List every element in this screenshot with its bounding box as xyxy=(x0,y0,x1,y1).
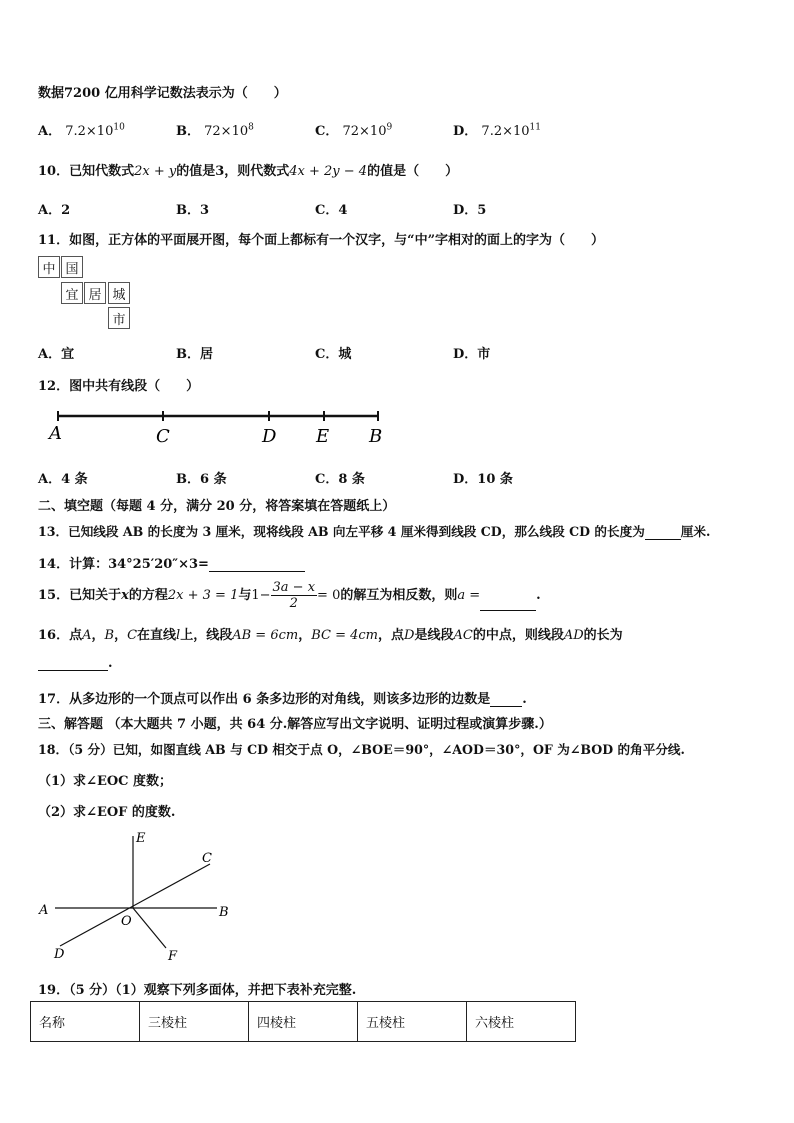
label-f: F xyxy=(168,949,178,964)
table-cell-triangular-prism: 三棱柱 xyxy=(140,1002,249,1042)
point-label-a: A xyxy=(49,423,62,444)
q14-answer-blank[interactable] xyxy=(209,557,305,572)
table-cell-hexagonal-prism: 六棱柱 xyxy=(467,1002,576,1042)
q12-stem: 12．图中共有线段（ ） xyxy=(38,379,200,394)
section2-heading: 二、填空题（每题 4 分，满分 20 分，将答案填在答题纸上） xyxy=(38,499,396,514)
point-label-d: D xyxy=(262,426,277,447)
angle-figure xyxy=(30,826,250,966)
q11-option-a[interactable]: A．宜 xyxy=(38,347,75,362)
q15-fraction: $\frac{3a - x}{2}$ xyxy=(272,580,316,611)
q17-answer-blank[interactable] xyxy=(490,692,522,707)
q12-option-c[interactable]: C．8 条 xyxy=(315,472,365,487)
q9-option-b[interactable]: B． $72\times 10^8$ xyxy=(176,122,254,139)
label-b: B xyxy=(219,905,229,920)
q15-answer-blank[interactable] xyxy=(480,596,536,611)
net-face-cheng: 城 xyxy=(108,282,130,304)
q14-stem: 14．计算：34°25′20″×3= xyxy=(38,553,305,572)
net-face-guo: 国 xyxy=(61,256,83,278)
q9-option-a[interactable]: A． $7.2\times 10^{10}$ xyxy=(38,122,125,139)
net-face-yi: 宜 xyxy=(61,282,83,304)
table-cell-quadrangular-prism: 四棱柱 xyxy=(249,1002,358,1042)
q13-stem: 13．已知线段 AB 的长度为 3 厘米，现将线段 AB 向左平移 4 厘米得到线段 CD，那么线段 CD 的长度为 厘米. xyxy=(38,524,711,539)
point-label-b: B xyxy=(369,426,383,447)
q17-stem: 17．从多边形的一个顶点可以作出 6 条多边形的对角线，则该多边形的边数是 . xyxy=(38,692,527,707)
q9-option-d[interactable]: D． $7.2\times 10^{11}$ xyxy=(453,122,541,139)
point-label-c: C xyxy=(156,426,170,447)
label-a: A xyxy=(39,903,49,918)
q18-sub1: （1）求∠EOC 度数； xyxy=(38,774,173,789)
q10-stem: 10．已知代数式2x + y的值是3，则代数式4x + 2y − 4的值是（ ） xyxy=(38,164,459,179)
q12-option-d[interactable]: D．10 条 xyxy=(453,472,513,487)
label-e: E xyxy=(136,831,146,846)
q11-option-d[interactable]: D．市 xyxy=(453,347,491,362)
q9-stem: 数据7200 亿用科学记数法表示为（ ） xyxy=(38,86,287,101)
net-face-shi: 市 xyxy=(108,307,130,329)
label-o: O xyxy=(121,914,132,929)
q10-option-c[interactable]: C．4 xyxy=(315,203,348,218)
table-cell-pentagonal-prism: 五棱柱 xyxy=(358,1002,467,1042)
q11-option-b[interactable]: B．居 xyxy=(176,347,214,362)
net-face-zhong: 中 xyxy=(38,256,60,278)
q19-stem: 19．（5 分）（1）观察下列多面体，并把下表补充完整. xyxy=(38,983,357,998)
label-c: C xyxy=(202,851,212,866)
table-row xyxy=(31,1002,576,1042)
q12-option-b[interactable]: B．6 条 xyxy=(176,472,227,487)
net-face-ju: 居 xyxy=(84,282,106,304)
q12-option-a[interactable]: A．4 条 xyxy=(38,472,88,487)
section3-heading: 三、解答题 （本大题共 7 小题，共 64 分.解答应写出文字说明、证明过程或演算步骤.） xyxy=(38,717,552,732)
q13-answer-blank[interactable] xyxy=(645,525,681,540)
q15-stem: 15．已知关于x的方程2x + 3 = 1与1− $\frac{3a - x}{2}$ = 0的解互为相反数，则a = . xyxy=(38,580,541,611)
q10-option-b[interactable]: B．3 xyxy=(176,203,210,218)
q11-stem: 11．如图，正方体的平面展开图，每个面上都标有一个汉字，与“中”字相对的面上的字为（ ） xyxy=(38,233,605,248)
q18-stem: 18．（5 分）已知，如图直线 AB 与 CD 相交于点 O，∠BOE＝90°，∠AOD＝30°，OF 为∠BOD 的角平分线. xyxy=(38,742,685,757)
segment-figure xyxy=(38,405,398,450)
q11-option-c[interactable]: C．城 xyxy=(315,347,352,362)
q16-answer-blank[interactable] xyxy=(38,656,108,671)
q10-option-a[interactable]: A．2 xyxy=(38,203,71,218)
q10-option-d[interactable]: D．5 xyxy=(453,203,487,218)
polyhedra-table xyxy=(30,1001,576,1042)
point-label-e: E xyxy=(316,426,330,447)
table-cell-name: 名称 xyxy=(31,1002,140,1042)
cube-net-figure xyxy=(38,256,134,330)
q9-option-c[interactable]: C． $72\times 10^9$ xyxy=(315,122,393,139)
q16-stem: 16．点A，B，C在直线l上，线段AB = 6cm，BC = 4cm，点D是线段AC的中点，则线段AD的长为 xyxy=(38,628,623,643)
q16-answer-line: . xyxy=(38,656,113,671)
label-d: D xyxy=(54,947,65,962)
q18-sub2: （2）求∠EOF 的度数. xyxy=(38,805,176,820)
